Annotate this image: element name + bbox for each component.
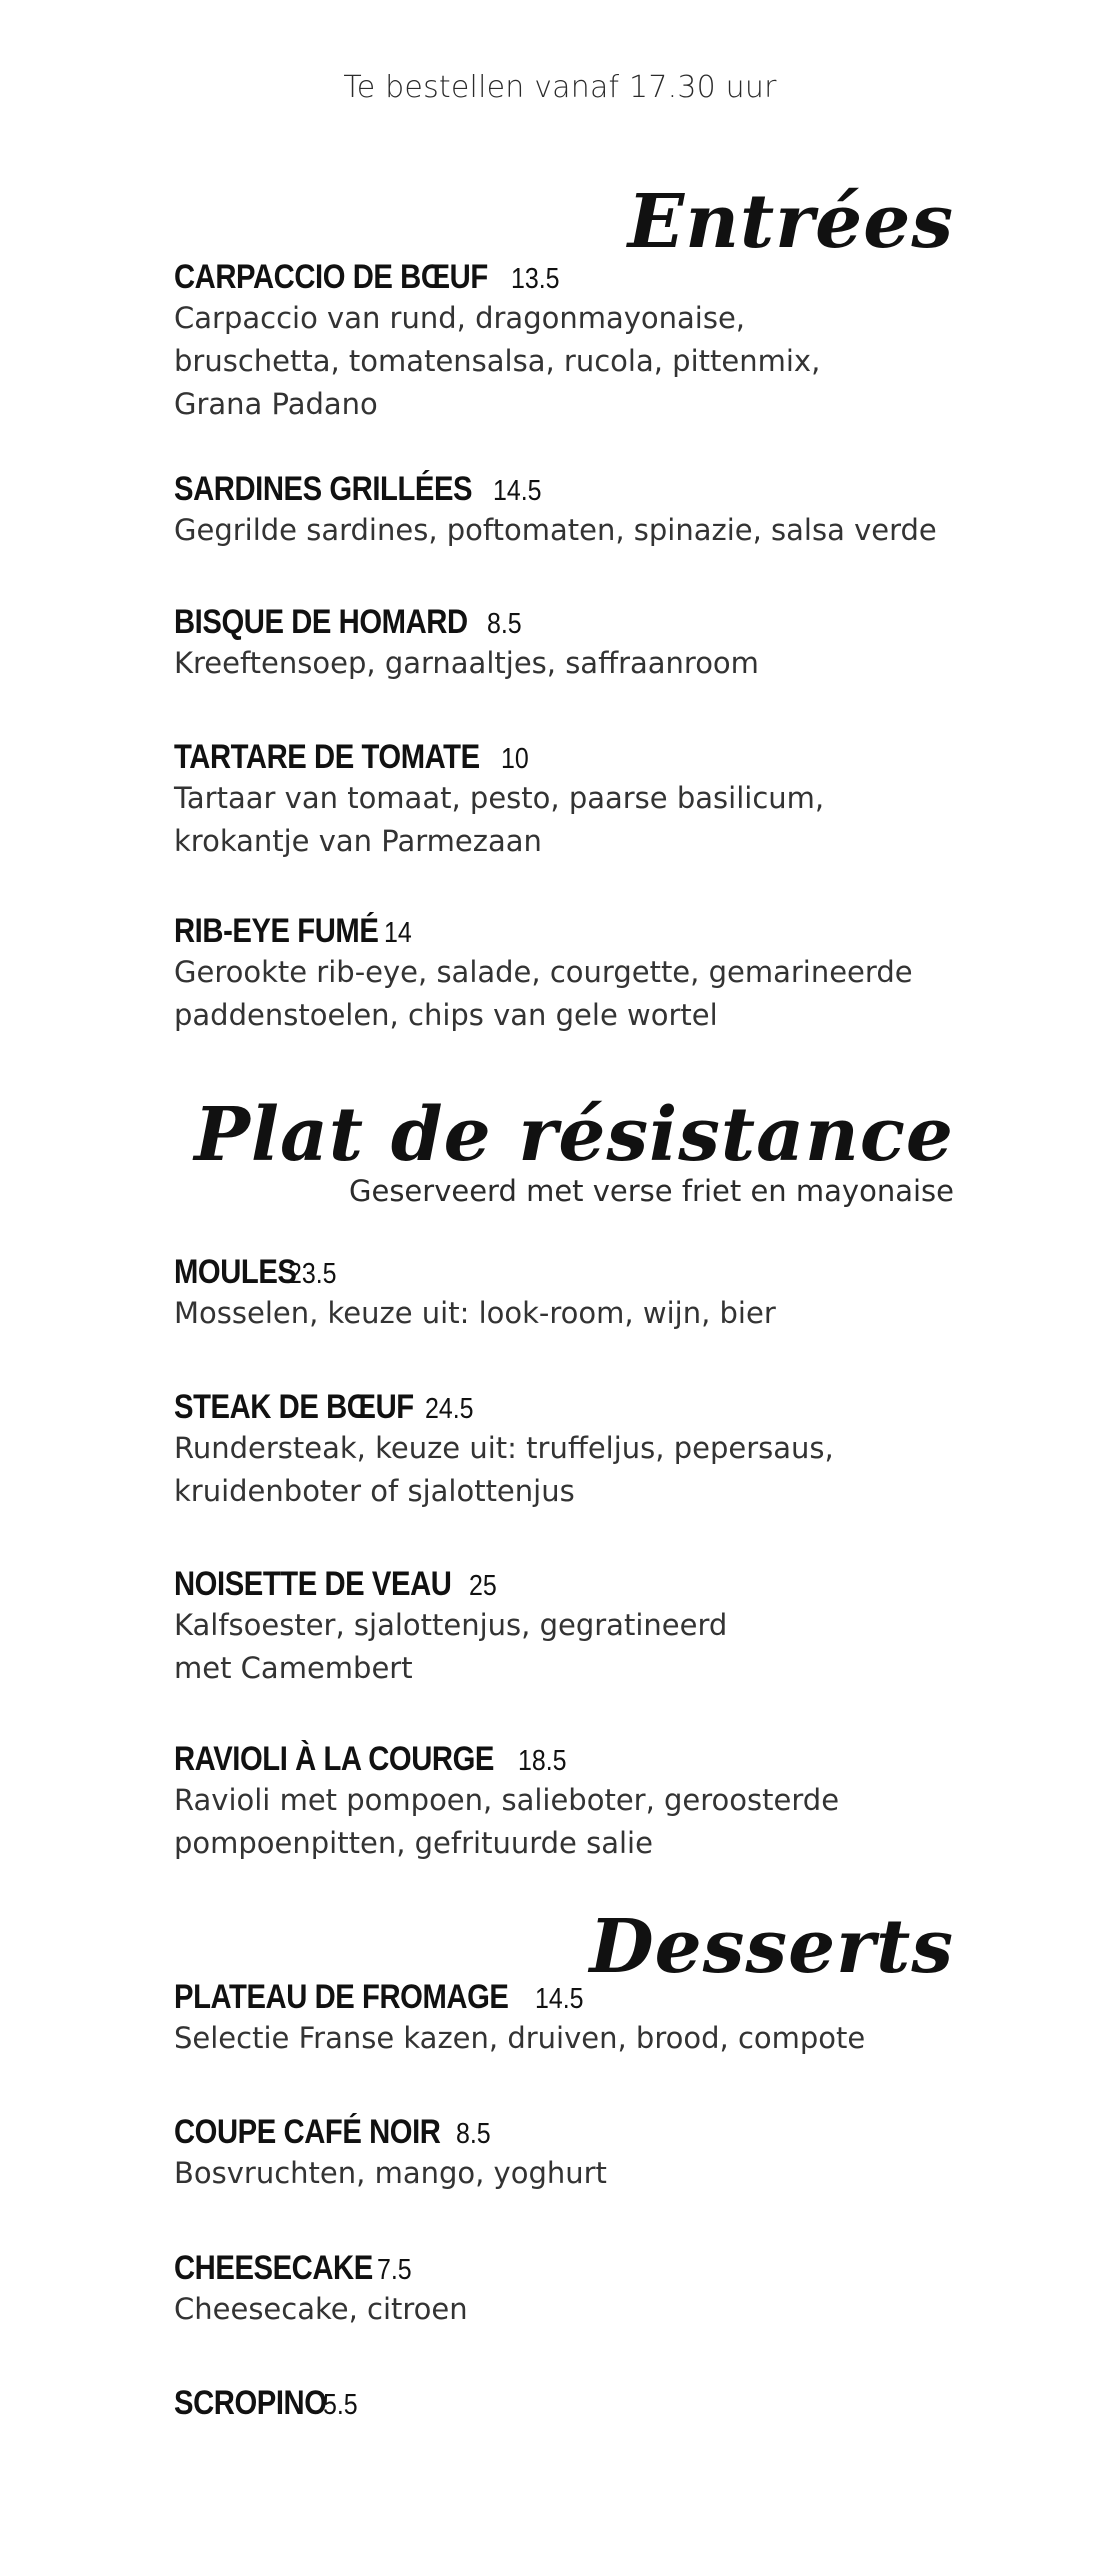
menu-item — [174, 1978, 954, 2060]
item-description: Ravioli met pompoen, salieboter, geroosterde pompoenpitten, gefrituurde salie — [174, 1783, 840, 1860]
item-price: 5.5 — [323, 2389, 359, 2421]
item-description: Kreeftensoep, garnaaltjes, saffraanroom — [174, 646, 759, 680]
menu-item — [174, 2113, 954, 2195]
menu-item — [174, 912, 954, 1037]
item-description: Gerookte rib-eye, salade, courgette, gemarineerde paddenstoelen, chips van gele wortel — [174, 955, 913, 1032]
item-description: Bosvruchten, mango, yoghurt — [174, 2156, 607, 2190]
section-title-desserts: Desserts — [589, 1904, 954, 1990]
item-name: MOULES — [174, 1253, 297, 1291]
item-description: Carpaccio van rund, dragonmayonaise, bruschetta, tomatensalsa, rucola, pittenmix, Grana Padano — [174, 301, 821, 421]
item-price: 25 — [468, 1570, 497, 1602]
menu-item — [174, 1253, 954, 1335]
item-name: TARTARE DE TOMATE — [174, 738, 480, 776]
menu-item — [174, 258, 954, 426]
menu-item — [174, 470, 954, 552]
item-price: 8.5 — [455, 2118, 491, 2150]
item-description: Tartaar van tomaat, pesto, paarse basilicum, krokantje van Parmezaan — [174, 781, 825, 858]
item-price: 13.5 — [510, 263, 560, 295]
item-name: SARDINES GRILLÉES — [174, 470, 473, 508]
section-title-entrees: Entrées — [627, 179, 954, 265]
item-name: BISQUE DE HOMARD — [174, 603, 468, 641]
section-entrees — [174, 179, 954, 265]
item-description: Kalfsoester, sjalottenjus, gegratineerd met Camembert — [174, 1608, 728, 1685]
section-plat — [174, 1092, 954, 1208]
menu-item — [174, 738, 954, 863]
item-description: Mosselen, keuze uit: look-room, wijn, bier — [174, 1296, 776, 1330]
section-title-plat: Plat de résistance — [194, 1092, 954, 1178]
item-price: 24.5 — [424, 1393, 474, 1425]
section-desserts — [174, 1904, 954, 1990]
item-price: 14.5 — [534, 1983, 584, 2015]
item-description: Selectie Franse kazen, druiven, brood, compote — [174, 2021, 866, 2055]
item-price: 18.5 — [518, 1745, 567, 1777]
menu-item — [174, 2249, 954, 2331]
order-time-note: Te bestellen vanaf 17.30 uur — [343, 70, 777, 105]
menu-item — [174, 603, 954, 685]
menu-item — [174, 1388, 954, 1513]
item-name: CARPACCIO DE BŒUF — [174, 258, 488, 296]
item-name: NOISETTE DE VEAU — [174, 1565, 452, 1603]
item-price: 23.5 — [288, 1258, 338, 1290]
item-name: PLATEAU DE FROMAGE — [174, 1978, 509, 2016]
item-name: COUPE CAFÉ NOIR — [174, 2113, 441, 2151]
item-description: Gegrilde sardines, poftomaten, spinazie, salsa verde — [174, 513, 937, 547]
menu-item — [174, 2384, 954, 2423]
menu-item — [174, 1565, 954, 1690]
section-subtitle-plat: Geserveerd met verse friet en mayonaise — [349, 1174, 954, 1208]
item-price: 14 — [383, 917, 412, 949]
item-description: Cheesecake, citroen — [174, 2292, 468, 2326]
item-price: 7.5 — [377, 2254, 412, 2286]
item-name: CHEESECAKE — [174, 2249, 373, 2287]
item-name: SCROPINO — [174, 2384, 327, 2422]
item-price: 8.5 — [487, 608, 523, 640]
item-name: RIB-EYE FUMÉ — [174, 912, 379, 950]
item-price: 14.5 — [492, 475, 542, 507]
item-description: Rundersteak, keuze uit: truffeljus, pepersaus, kruidenboter of sjalottenjus — [174, 1431, 834, 1508]
menu-item — [174, 1740, 954, 1865]
item-name: STEAK DE BŒUF — [174, 1388, 414, 1426]
item-price: 10 — [501, 743, 530, 775]
item-name: RAVIOLI À LA COURGE — [174, 1740, 494, 1778]
